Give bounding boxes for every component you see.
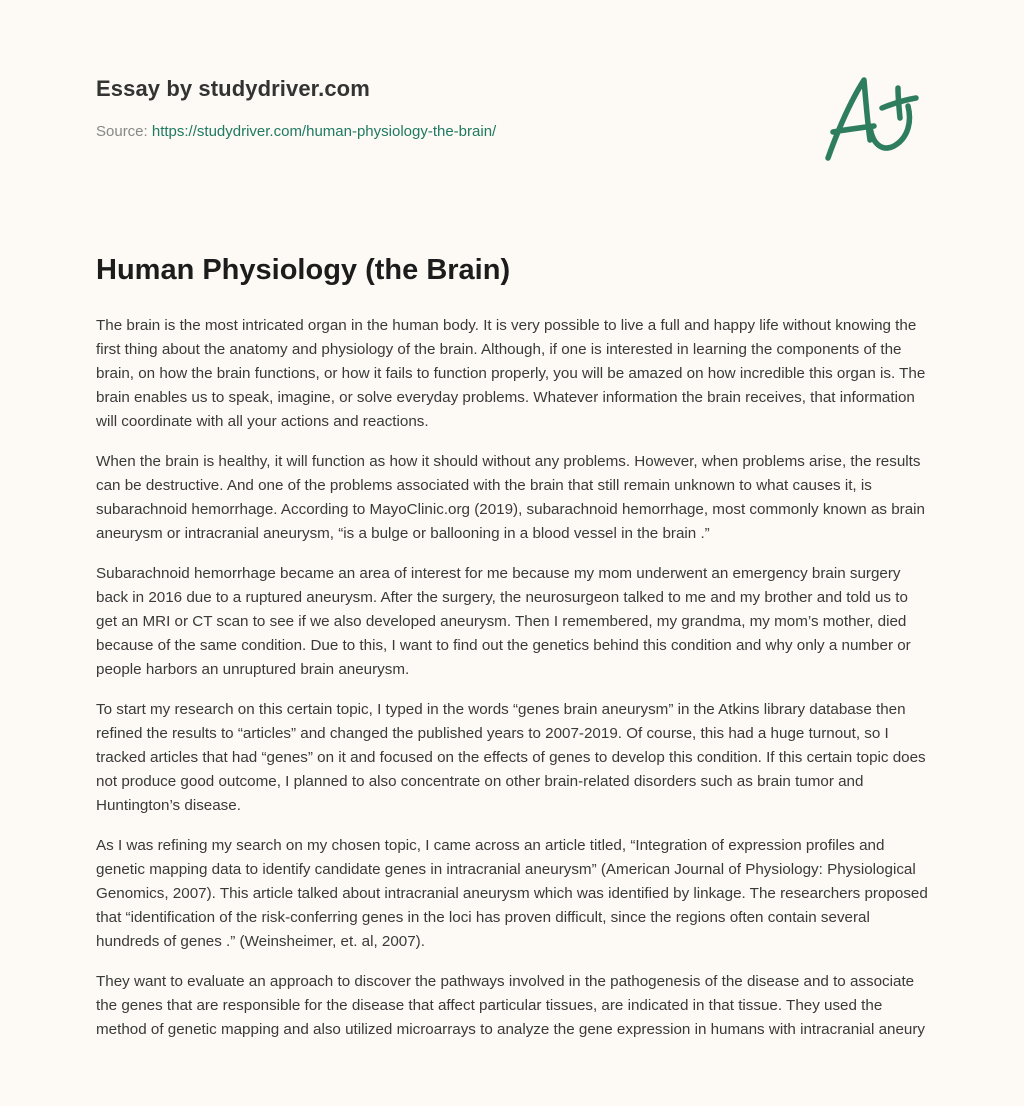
page-header (96, 0, 936, 200)
source-link[interactable]: https://studydriver.com/human-physiology-the-brain/ (151, 123, 497, 140)
a-plus-icon (820, 66, 930, 166)
article-body (96, 314, 932, 1058)
source-line (96, 123, 496, 140)
site-title: Essay by studydriver.com (96, 76, 370, 101)
paragraph: To start my research on this certain topic, I typed in the words “genes brain aneurysm” in the Atkins library database then refined the results to “articles” and changed the published years to 2007-2019. Of course, this had a huge turnout, so I tracked articles that had “genes” on it and focused on the effects of genes to develop this condition. If this certain topic does not produce good outcome, I planned to also concentrate on other brain-related disorders such as brain tumor and Huntington’s disease. (96, 701, 926, 814)
paragraph: Subarachnoid hemorrhage became an area of interest for me because my mom underwent an emergency brain surgery back in 2016 due to a ruptured aneurysm. After the surgery, the neurosurgeon talked to me and my brother and told us to get an MRI or CT scan to see if we also developed aneurysm. Then I remembered, my grandma, my mom’s mother, died because of the same condition. Due to this, I want to find out the genetics behind this condition and why only a number or people harbors an unruptured brain aneurysm. (96, 565, 911, 678)
article-title: Human Physiology (the Brain) (96, 254, 511, 286)
paragraph: When the brain is healthy, it will function as how it should without any problems. However, when problems arise, the results can be destructive. And one of the problems associated with the brain that still remain unknown to what causes it, is subarachnoid hemorrhage. According to MayoClinic.org (2019), subarachnoid hemorrhage, most commonly known as brain aneurysm or intracranial aneurysm, “is a bulge or ballooning in a blood vessel in the brain .” (96, 453, 925, 542)
paragraph: They want to evaluate an approach to discover the pathways involved in the pathogenesis of the disease and to associate the genes that are responsible for the disease that affect particular tissues, are indicated in that tissue. They used the method of genetic mapping and also utilized microarrays to analyze the gene expression in humans with intracranial aneury (96, 973, 926, 1038)
paragraph: As I was refining my search on my chosen topic, I came across an article titled, “Integration of expression profiles and genetic mapping data to identify candidate genes in intracranial aneurysm” (American Journal of Physiology: Physiological Genomics, 2007). This article talked about intracranial aneurysm which was identified by linkage. The researchers proposed that “identification of the risk-conferring genes in the loci has proven difficult, since the regions often contain several hundreds of genes .” (Weinsheimer, et. al, 2007). (96, 837, 928, 950)
paragraph: The brain is the most intricated organ in the human body. It is very possible to live a full and happy life without knowing the first thing about the anatomy and physiology of the brain. Although, if one is interested in learning the components of the brain, on how the brain functions, or how it fails to function properly, you will be amazed on how incredible this organ is. The brain enables us to speak, imagine, or solve everyday problems. Whatever information the brain receives, that information will coordinate with all your actions and reactions. (96, 317, 926, 430)
source-label: Source: (96, 123, 148, 140)
